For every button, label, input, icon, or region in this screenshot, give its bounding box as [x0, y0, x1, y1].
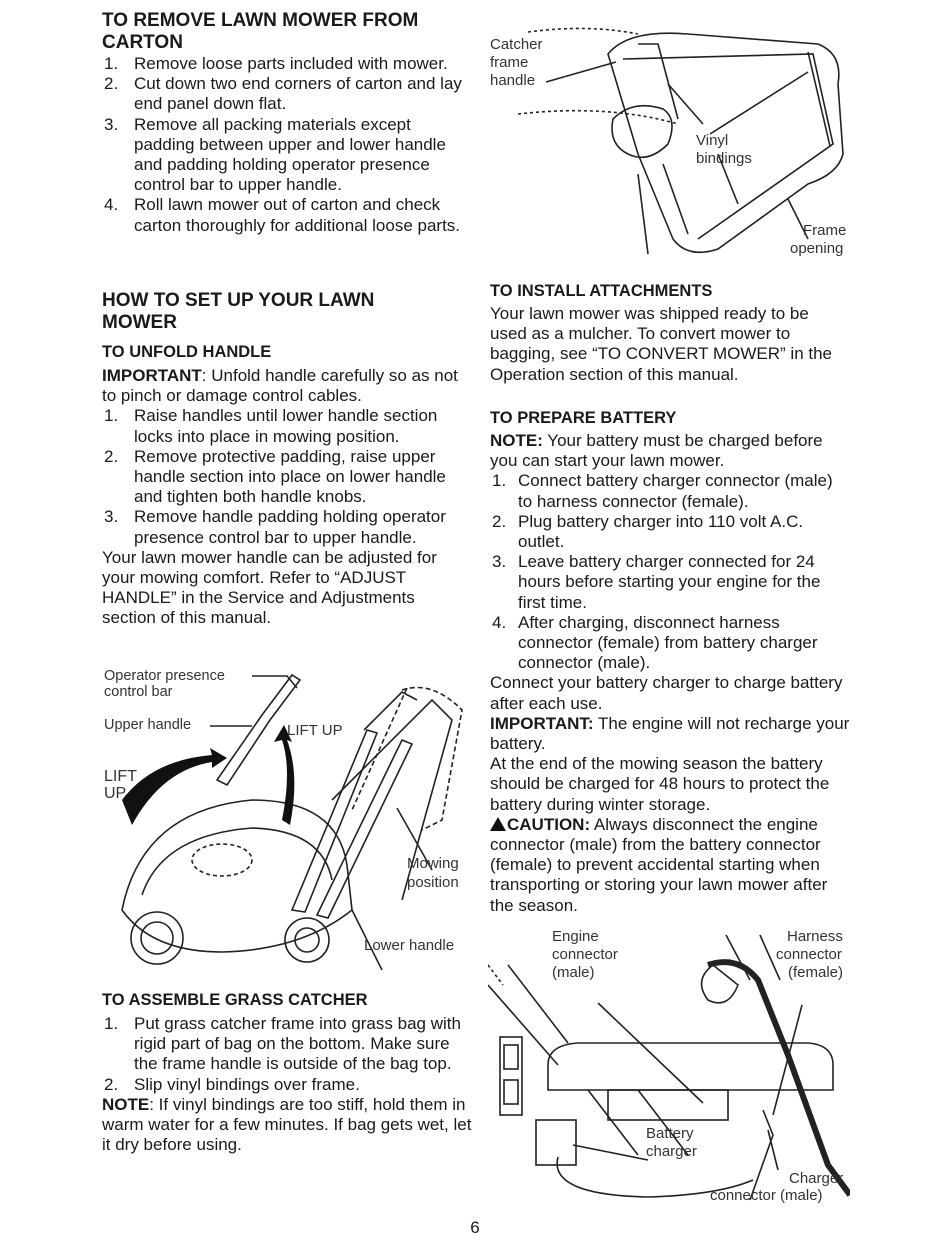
- battery-charger-label-2: charger: [646, 1143, 697, 1160]
- position-label: position: [407, 874, 459, 891]
- frame-label: frame: [490, 54, 529, 71]
- lift-label: LIFT: [104, 768, 137, 785]
- setup-section: [102, 290, 472, 629]
- warning-triangle-icon: [490, 817, 506, 831]
- page-number: 6: [470, 1218, 480, 1237]
- catcher-note: NOTE: If vinyl bindings are too stiff, hold them in warm water for a few minutes. If bag gets wet, let it dry before using.: [102, 1094, 472, 1155]
- battery-title: TO PREPARE BATTERY: [490, 409, 677, 427]
- attach-text: Your lawn mower was shipped ready to be used as a mulcher. To convert mower to bagging, see “TO CONVERT MOWER” in the Operation section of this manual.: [490, 304, 833, 384]
- frame-opening-label-2: opening: [790, 240, 844, 257]
- charger-connector-label: connector (male): [710, 1187, 823, 1204]
- battery-note: NOTE: Your battery must be charged before you can start your lawn mower.: [490, 431, 823, 471]
- list-item: 3. Leave battery charger connected for 24 hours before starting your engine for the first time.: [492, 552, 821, 612]
- mowing-label: Mowing: [407, 855, 459, 872]
- list-item: 2. Cut down two end corners of carton and lay end panel down flat.: [104, 74, 462, 114]
- attach-title: TO INSTALL ATTACHMENTS: [490, 282, 713, 300]
- remove-title: TO REMOVE LAWN MOWER FROM CARTON: [102, 10, 419, 53]
- lower-handle-label: Lower handle: [364, 937, 455, 954]
- catcher-section: [102, 990, 472, 1155]
- list-item: 2. Slip vinyl bindings over frame.: [104, 1074, 360, 1094]
- attach-section: [490, 281, 850, 385]
- list-item: 1. Remove loose parts included with mower.: [104, 54, 448, 73]
- harness-connector-label: connector: [776, 946, 842, 963]
- catcher-label: Catcher: [490, 36, 543, 53]
- lift-up-right-label: LIFT UP: [287, 722, 343, 739]
- list-item: 1. Connect battery charger connector (male) to harness connector (female).: [492, 471, 833, 511]
- handle-label: handle: [490, 72, 536, 89]
- charger-label: Charger: [789, 1170, 844, 1187]
- engine-label: Engine: [552, 928, 599, 945]
- list-item: 2. Remove protective padding, raise upper handle section into place on lower handle and tighten both handle knobs.: [104, 446, 446, 507]
- season-text: At the end of the mowing season the battery should be charged for 48 hours to protect the battery during winter storage.: [490, 754, 830, 814]
- mower-illustration: [102, 660, 472, 970]
- list-item: 3. Remove handle padding holding operator presence control bar to upper handle.: [104, 507, 446, 547]
- up-label: UP: [104, 785, 127, 802]
- unfold-title: TO UNFOLD HANDLE: [102, 343, 272, 361]
- battery-section: [490, 408, 850, 916]
- catcher-title: TO ASSEMBLE GRASS CATCHER: [102, 991, 368, 1009]
- setup-title: HOW TO SET UP YOUR LAWN MOWER: [102, 290, 375, 333]
- mower-handle-figure: [102, 660, 472, 970]
- control-bar-label: control bar: [104, 684, 173, 700]
- battery-charging-figure: [488, 925, 850, 1207]
- important-text: IMPORTANT: The engine will not recharge your battery.: [490, 713, 850, 754]
- vinyl-label: Vinyl: [696, 132, 729, 149]
- engine-male-label: (male): [552, 964, 595, 981]
- battery-charger-label-1: Battery: [646, 1125, 694, 1142]
- frame-opening-label-1: Frame: [803, 222, 847, 239]
- upper-handle-label: Upper handle: [104, 717, 192, 733]
- grass-catcher-figure: [488, 14, 850, 272]
- catcher-steps: [102, 1014, 472, 1095]
- list-item: 1. Raise handles until lower handle section locks into place in mowing position.: [104, 406, 438, 446]
- caution-text: CAUTION: Always disconnect the engine connector (male) from the battery connector (female) to prevent accidental starting when transporting or storing your lawn mower after the season.: [490, 814, 828, 915]
- list-item: 4. Roll lawn mower out of carton and check carton thoroughly for additional loose parts.: [104, 195, 461, 235]
- adjust-text: Your lawn mower handle can be adjusted for your mowing comfort. Refer to “ADJUST HANDLE” in the Service and Adjustments section of this manual.: [102, 547, 437, 628]
- remove-steps: [102, 54, 462, 236]
- bindings-label: bindings: [696, 150, 752, 167]
- list-item: 2. Plug battery charger into 110 volt A.C. outlet.: [492, 511, 804, 552]
- harness-female-label: (female): [788, 964, 844, 981]
- operator-presence-label: Operator presence: [104, 668, 225, 684]
- remove-section: [102, 10, 462, 236]
- engine-connector-label: connector: [552, 946, 618, 963]
- list-item: 1. Put grass catcher frame into grass bag with rigid part of bag on the bottom. Make sure the frame handle is outside of the bag top.: [104, 1014, 461, 1074]
- list-item: 3. Remove all packing materials except padding between upper and lower handle and padding holding operator presence control bar to upper handle.: [104, 114, 446, 195]
- after-use-text: Connect your battery charger to charge battery after each use.: [490, 673, 843, 713]
- battery-steps: [490, 471, 850, 673]
- unfold-steps: [102, 406, 472, 547]
- harness-label: Harness: [787, 928, 843, 945]
- unfold-important: IMPORTANT: Unfold handle carefully so as not to pinch or damage control cables.: [102, 366, 458, 406]
- list-item: 4. After charging, disconnect harness connector (female) from battery charger connector (male).: [492, 612, 818, 673]
